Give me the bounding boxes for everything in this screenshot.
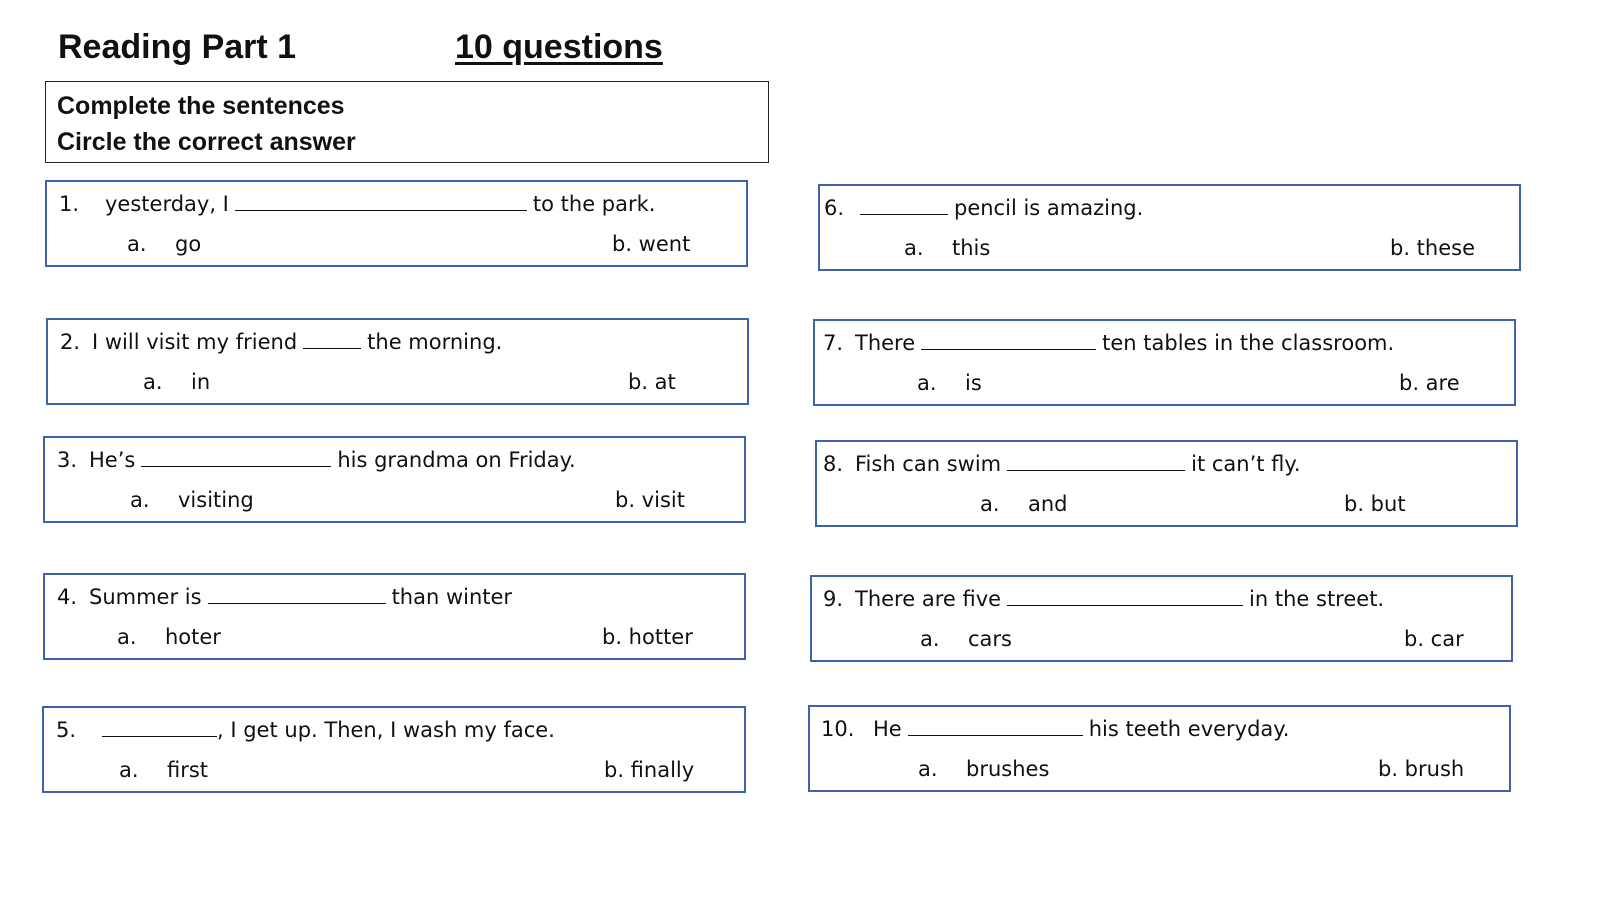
answer-blank (921, 329, 1096, 350)
question-text-before: There (855, 331, 916, 355)
option-letter: a. (117, 625, 137, 649)
question-text-after: his teeth everyday. (1088, 717, 1290, 741)
option-letter: a. (127, 232, 147, 256)
option-b[interactable]: b. hotter (602, 625, 693, 649)
instructions-box (45, 81, 769, 163)
option-a[interactable] (980, 492, 1068, 516)
option-letter: a. (130, 488, 150, 512)
option-letter: a. (980, 492, 1000, 516)
instruction-line: Complete the sentences (57, 92, 345, 120)
question-sentence (824, 194, 1143, 220)
answer-blank (303, 328, 361, 349)
option-text: first (167, 758, 209, 782)
question-box-3 (43, 436, 746, 523)
question-text-before: He (873, 717, 902, 741)
question-text-after: it can’t fly. (1191, 452, 1301, 476)
option-letter: a. (119, 758, 139, 782)
option-b[interactable]: b. finally (604, 758, 695, 782)
question-box-10 (808, 705, 1511, 792)
question-text-after: his grandma on Friday. (337, 448, 576, 472)
question-sentence (57, 583, 512, 609)
instruction-line: Circle the correct answer (57, 128, 356, 156)
question-sentence (60, 328, 502, 354)
answer-blank (908, 715, 1083, 736)
option-b[interactable]: b. brush (1378, 757, 1465, 781)
question-text-before: yesterday, I (105, 192, 229, 216)
question-text-after: the morning. (367, 330, 503, 354)
question-number: 4. (57, 585, 78, 609)
option-a[interactable] (920, 627, 1012, 651)
answer-blank (208, 583, 386, 604)
question-sentence (823, 329, 1394, 355)
question-text-before: There are five (855, 587, 1002, 611)
question-number: 6. (824, 196, 845, 220)
option-text: hoter (165, 625, 221, 649)
answer-blank (102, 716, 217, 737)
question-text-before: He’s (89, 448, 136, 472)
option-a[interactable] (904, 236, 990, 260)
question-box-1 (45, 180, 748, 267)
option-text: visiting (178, 488, 254, 512)
question-text-before: Summer is (89, 585, 202, 609)
option-b[interactable]: b. are (1399, 371, 1460, 395)
question-sentence (56, 716, 555, 742)
question-sentence (57, 446, 576, 472)
question-box-4 (43, 573, 746, 660)
question-box-6 (818, 184, 1521, 271)
option-letter: a. (918, 757, 938, 781)
question-number: 10. (821, 717, 855, 741)
option-text: is (965, 371, 982, 395)
question-text-after: , I get up. Then, I wash my face. (217, 718, 555, 742)
question-box-8 (815, 440, 1518, 527)
option-a[interactable] (143, 370, 210, 394)
question-number: 2. (60, 330, 81, 354)
option-b[interactable]: b. visit (615, 488, 685, 512)
option-a[interactable] (117, 625, 221, 649)
question-box-7 (813, 319, 1516, 406)
option-text: this (952, 236, 991, 260)
question-sentence (823, 585, 1384, 611)
question-count: 10 questions (455, 28, 663, 66)
question-number: 3. (57, 448, 78, 472)
question-number: 9. (823, 587, 844, 611)
question-number: 5. (56, 718, 77, 742)
option-letter: a. (917, 371, 937, 395)
question-sentence (823, 450, 1301, 476)
question-text-after: to the park. (532, 192, 656, 216)
option-a[interactable] (918, 757, 1049, 781)
option-b[interactable]: b. went (612, 232, 691, 256)
question-text-before: I will visit my friend (92, 330, 298, 354)
question-box-2 (46, 318, 749, 405)
option-b[interactable]: b. these (1390, 236, 1476, 260)
question-number: 1. (59, 192, 80, 216)
option-letter: a. (920, 627, 940, 651)
answer-blank (235, 190, 527, 211)
answer-blank (1007, 585, 1243, 606)
answer-blank (860, 194, 948, 215)
question-number: 8. (823, 452, 844, 476)
option-a[interactable] (130, 488, 254, 512)
question-text-after: ten tables in the classroom. (1102, 331, 1395, 355)
question-box-9 (810, 575, 1513, 662)
option-text: go (175, 232, 202, 256)
question-text-before: Fish can swim (855, 452, 1002, 476)
question-sentence (59, 190, 655, 216)
option-text: brushes (966, 757, 1050, 781)
option-letter: a. (904, 236, 924, 260)
option-a[interactable] (917, 371, 982, 395)
option-a[interactable] (119, 758, 208, 782)
answer-blank (1007, 450, 1185, 471)
option-b[interactable]: b. car (1404, 627, 1464, 651)
question-box-5 (42, 706, 746, 793)
question-text-after: in the street. (1249, 587, 1385, 611)
answer-blank (141, 446, 331, 467)
option-text: cars (968, 627, 1012, 651)
question-number: 7. (823, 331, 844, 355)
question-text-after: than winter (391, 585, 513, 609)
question-sentence (821, 715, 1289, 741)
option-b[interactable]: b. but (1344, 492, 1406, 516)
option-letter: a. (143, 370, 163, 394)
option-b[interactable]: b. at (628, 370, 676, 394)
question-text-after: pencil is amazing. (954, 196, 1144, 220)
page-title: Reading Part 1 (58, 28, 297, 66)
option-a[interactable] (127, 232, 201, 256)
option-text: in (191, 370, 211, 394)
option-text: and (1028, 492, 1068, 516)
